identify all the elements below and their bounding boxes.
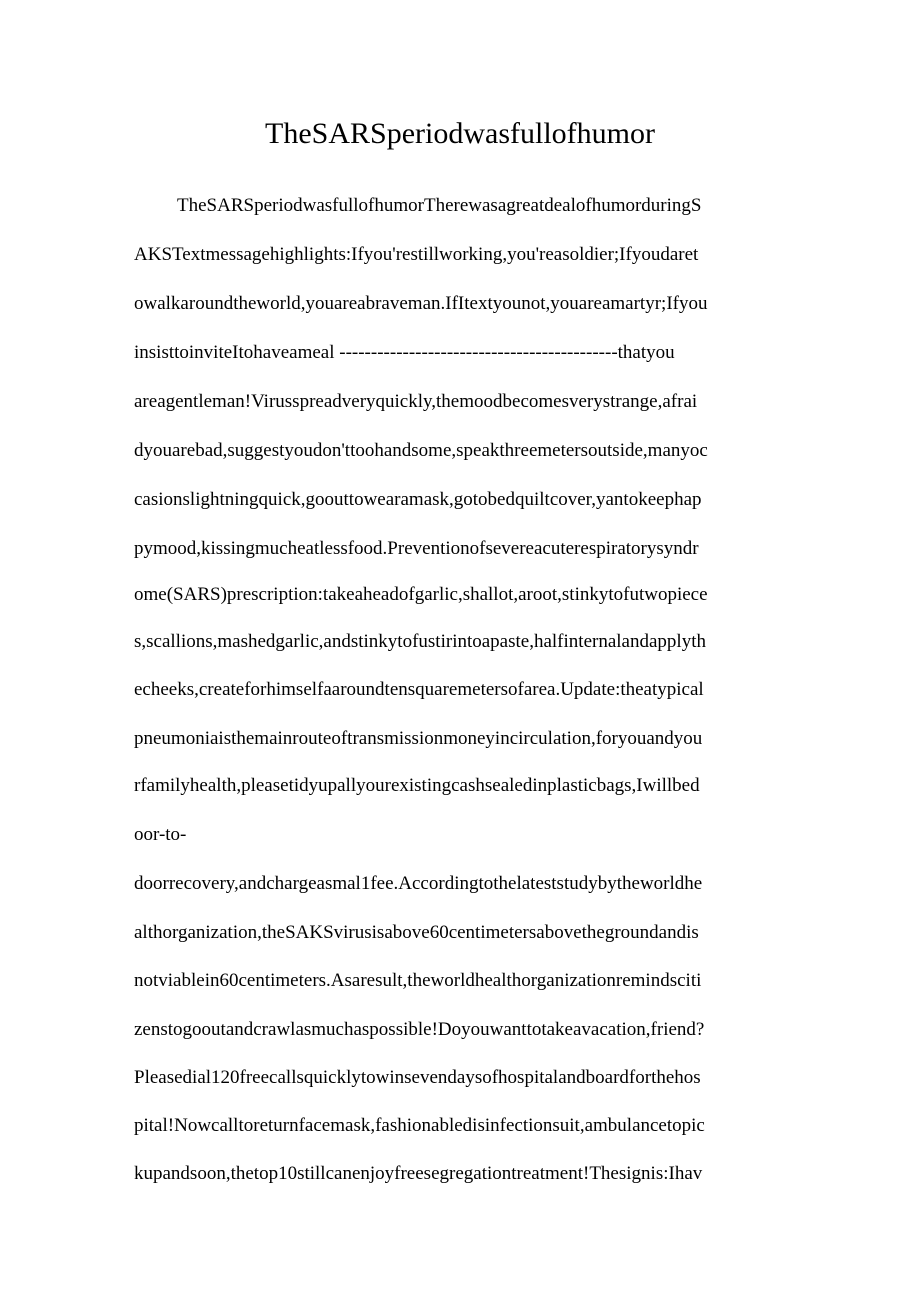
text-line: oor-to- <box>134 824 187 845</box>
text-line: insisttoinviteItohaveameal --------------------------------------------thatyou <box>134 342 675 363</box>
text-line: AKSTextmessagehighlights:Ifyou'restillworking,you'reasoldier;Ifyoudaret <box>134 244 699 265</box>
text-line: casionslightningquick,goouttowearamask,gotobedquiltcover,yantokeephap <box>134 489 702 510</box>
text-line: echeeks,createforhimselfaaroundtensquaremetersofarea.Update:theatypical <box>134 679 704 700</box>
text-line: pneumoniaisthemainrouteoftransmissionmoneyincirculation,foryouandyou <box>134 728 703 749</box>
text-line: ome(SARS)prescription:takeaheadofgarlic,shallot,aroot,stinkytofutwopiece <box>134 584 708 605</box>
text-line: TheSARSperiodwasfullofhumorTherewasagreatdealofhumorduringS <box>177 195 702 216</box>
text-line: pymood,kissingmucheatlessfood.Preventionofsevereacuterespiratorysyndr <box>134 538 699 559</box>
text-line: areagentleman!Virusspreadveryquickly,themoodbecomesverystrange,afrai <box>134 391 698 412</box>
text-line: s,scallions,mashedgarlic,andstinkytofustirintoapaste,halfinternalandapplyth <box>134 631 706 652</box>
text-line: dyouarebad,suggestyoudon'ttoohandsome,speakthreemetersoutside,manyoc <box>134 440 708 461</box>
text-line: pital!Nowcalltoreturnfacemask,fashionabledisinfectionsuit,ambulancetopic <box>134 1115 705 1136</box>
text-line: rfamilyhealth,pleasetidyupallyourexistingcashsealedinplasticbags,Iwillbed <box>134 775 700 796</box>
text-line: doorrecovery,andchargeasmal1fee.Accordingtothelateststudybytheworldhe <box>134 873 703 894</box>
text-line: althorganization,theSAKSvirusisabove60centimetersabovethegroundandis <box>134 922 699 943</box>
text-line: zenstogooutandcrawlasmuchaspossible!Doyouwanttotakeavacation,friend? <box>134 1019 705 1040</box>
page-title: TheSARSperiodwasfullofhumor <box>265 117 655 150</box>
text-line: Pleasedial120freecallsquicklytowinsevendaysofhospitalandboardforthehos <box>134 1067 701 1088</box>
text-line: owalkaroundtheworld,youareabraveman.IfItextyounot,youareamartyr;Ifyou <box>134 293 708 314</box>
text-line: kupandsoon,thetop10stillcanenjoyfreesegregationtreatment!Thesignis:Ihav <box>134 1163 703 1184</box>
text-line: notviablein60centimeters.Asaresult,theworldhealthorganizationremindsciti <box>134 970 702 991</box>
